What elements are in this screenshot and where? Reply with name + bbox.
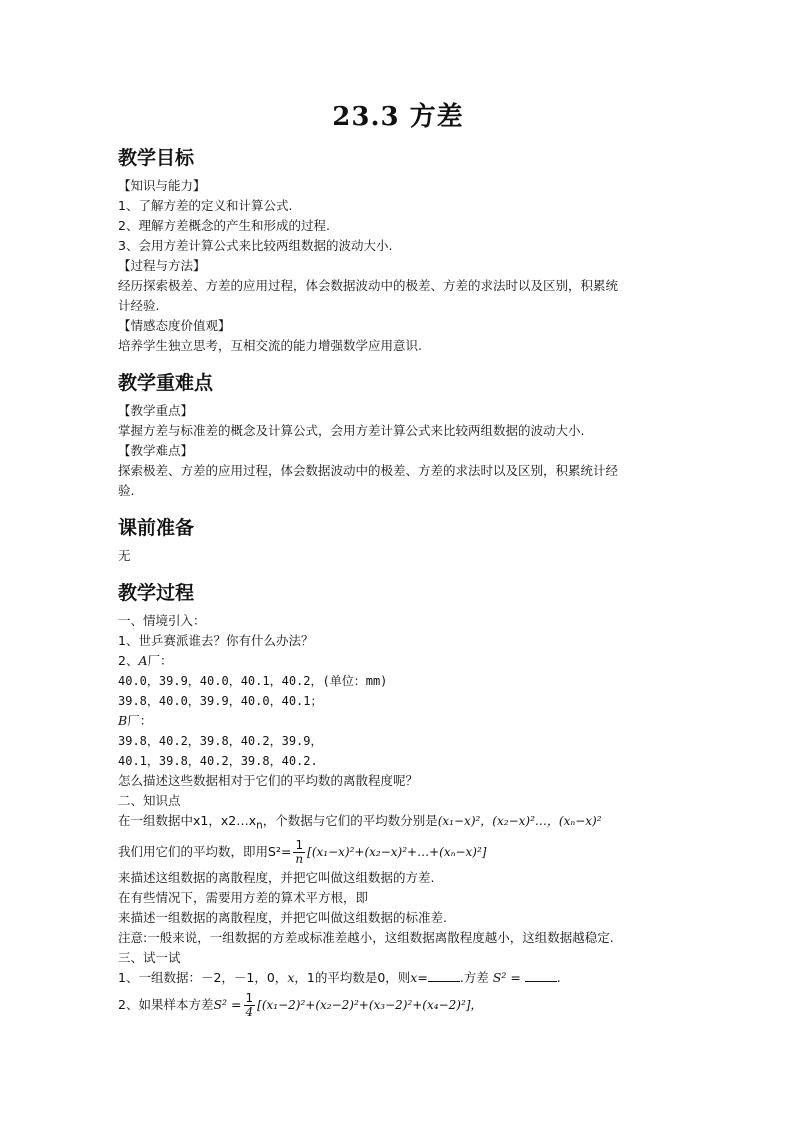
- section-heading-process: 教学过程: [118, 582, 195, 604]
- knowledge-line-4: 在有些情况下，需要用方差的算术平方根，即: [118, 889, 369, 905]
- factory-a-label: A: [138, 653, 148, 668]
- label-knowledge: 【知识与能力】: [118, 178, 206, 193]
- knowledge-line-3: 来描述这组数据的离散程度，并把它叫做这组数据的方差.: [118, 869, 435, 885]
- page-title: 23.3 方差: [332, 102, 464, 132]
- dispersion-question: 怎么描述这些数据相对于它们的平均数的离散程度呢？: [118, 773, 419, 788]
- section-heading-keypoints: 教学重难点: [118, 372, 214, 394]
- process-step-2: 二、知识点: [118, 793, 181, 808]
- answer-blank-x: [428, 969, 460, 982]
- difficulty-text-2: 验.: [118, 483, 135, 498]
- process-method-text-1: 经历探索极差、方差的应用过程，体会数据波动中的极差、方差的求法时以及区别，积累统: [118, 278, 619, 293]
- focus-text: 掌握方差与标准差的概念及计算公式，会用方差计算公式来比较两组数据的波动大小.: [118, 423, 585, 438]
- note-text: 注意:一般来说，一组数据的方差或标准差越小，这组数据离散程度越小，这组数据越稳定.: [118, 929, 614, 945]
- document-page: [118, 96, 678, 1022]
- knowledge-line-1: 在一组数据中x1，$x2\dots x_n$，个数据与它们的平均数分别是(x₁−x)²，(x₂−x)²…，(xₙ−x)²: [118, 813, 602, 832]
- answer-blank-variance: [525, 969, 557, 982]
- process-step-1: 一、情境引入：: [118, 613, 206, 628]
- goal-item-3: 3、会用方差计算公式来比较两组数据的波动大小.: [118, 238, 393, 253]
- label-process-method: 【过程与方法】: [118, 258, 206, 273]
- variance-formula: [(x₁−x)²+(x₂−x)²+…+(xₙ−x)²]: [307, 844, 487, 859]
- goal-item-2: 2、理解方差概念的产生和形成的过程.: [118, 218, 330, 233]
- goal-item-1: 1、了解方差的定义和计算公式.: [118, 198, 293, 213]
- label-difficulty: 【教学难点】: [118, 443, 194, 458]
- factory-a-data-2: 39.8，40.0，39.9，40.0，40.1；: [118, 694, 323, 708]
- deviation-formula: (x₁−x)²，(x₂−x)²…，(xₙ−x)²: [437, 814, 602, 828]
- section-heading-goals: 教学目标: [118, 147, 195, 169]
- knowledge-line-5: 来描述一组数据的离散程度，并把它叫做这组数据的标准差.: [118, 909, 447, 925]
- label-attitude: 【情感态度价值观】: [118, 318, 231, 333]
- section-heading-prep: 课前准备: [118, 517, 195, 539]
- knowledge-line-2: 我们用它们的平均数，即用S²= $\frac{1}{n}$ [(x₁−x)²+(x₂−x)²+…+(xₙ−x)²]: [118, 837, 487, 866]
- fraction-1-over-n: $\frac{1}{n}$: [295, 837, 304, 866]
- exercise-1: 1、一组数据：－2，－1，0，x，1的平均数是0，则x= .方差 S² = .: [118, 969, 561, 985]
- prep-content: 无: [118, 548, 131, 563]
- sample-variance-formula: [(x₁−2)²+(x₂−2)²+(x₃−2)²+(x₄−2)²]，: [257, 997, 483, 1012]
- process-step-3: 三、试一试: [118, 949, 181, 965]
- question-2: 2、A厂：: [118, 653, 173, 668]
- process-method-text-2: 计经验.: [118, 298, 160, 313]
- fraction-1-over-4: $\frac{1}{4}$: [245, 990, 254, 1019]
- factory-b-data-1: 39.8，40.2，39.8，40.2，39.9，: [118, 734, 323, 748]
- label-focus: 【教学重点】: [118, 403, 194, 418]
- difficulty-text-1: 探索极差、方差的应用过程，体会数据波动中的极差、方差的求法时以及区别，积累统计经: [118, 463, 619, 478]
- factory-b-line: B厂：: [118, 713, 153, 728]
- factory-b-data-2: 40.1，39.8，40.2，39.8，40.2.: [118, 754, 318, 768]
- question-1: 1、世乒赛派谁去？你有什么办法？: [118, 633, 314, 648]
- factory-b-label: B: [118, 713, 128, 728]
- factory-a-data-1: 40.0，39.9，40.0，40.1，40.2，(单位：mm): [118, 674, 388, 688]
- attitude-text: 培养学生独立思考，互相交流的能力增强数学应用意识.: [118, 338, 422, 353]
- exercise-2: 2、如果样本方差S² = $\frac{1}{4}$ [(x₁−2)²+(x₂−2)²+(x₃−2)²+(x₄−2)²]，: [118, 990, 483, 1019]
